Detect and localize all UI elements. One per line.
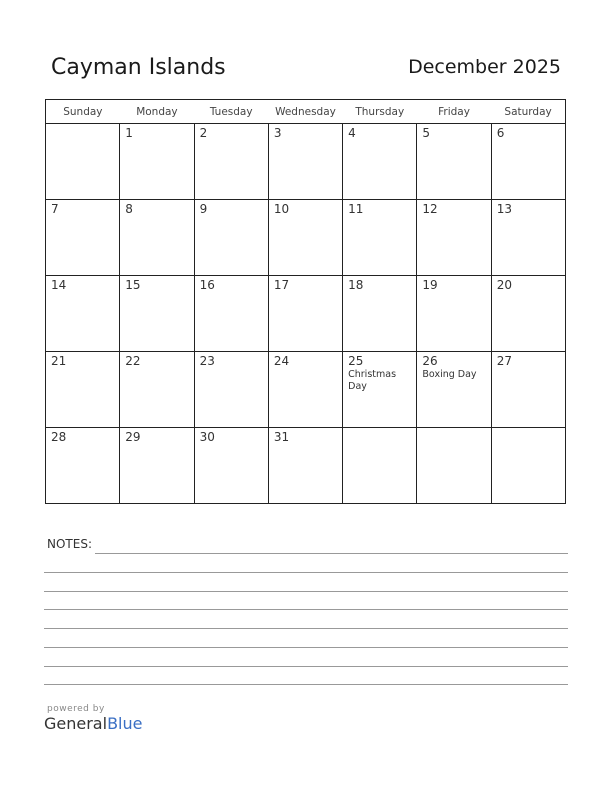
day-number: 8 bbox=[125, 202, 133, 216]
calendar-country: Cayman Islands bbox=[51, 55, 226, 80]
notes-line bbox=[44, 684, 568, 685]
day-cell bbox=[343, 200, 417, 276]
weekday-header: Tuesday bbox=[194, 100, 268, 124]
day-cell bbox=[417, 124, 491, 200]
powered-by-text: powered by bbox=[47, 704, 105, 714]
day-cell bbox=[268, 200, 342, 276]
notes-line bbox=[44, 609, 568, 610]
calendar-grid bbox=[45, 99, 566, 504]
day-cell-holiday bbox=[417, 352, 491, 428]
day-cell bbox=[46, 124, 120, 200]
day-number: 10 bbox=[273, 202, 290, 216]
notes-label: NOTES: bbox=[47, 537, 92, 551]
holiday-label: Boxing Day bbox=[422, 369, 477, 380]
day-cell bbox=[46, 428, 120, 504]
day-number: 12 bbox=[422, 202, 438, 216]
notes-line bbox=[44, 572, 568, 573]
weekday-header: Thursday bbox=[343, 100, 417, 124]
day-number: 16 bbox=[199, 278, 215, 292]
day-cell bbox=[417, 200, 491, 276]
brand-name-general: General bbox=[44, 714, 108, 733]
week-row bbox=[46, 124, 566, 200]
day-cell bbox=[120, 124, 194, 200]
week-row bbox=[46, 200, 566, 276]
day-number: 26 bbox=[422, 354, 438, 368]
day-number: 4 bbox=[348, 126, 356, 140]
day-number: 25 bbox=[348, 354, 364, 368]
day-cell bbox=[46, 200, 120, 276]
day-cell bbox=[194, 276, 268, 352]
day-cell bbox=[194, 352, 268, 428]
day-cell bbox=[491, 200, 565, 276]
day-cell bbox=[120, 428, 194, 504]
day-number: 31 bbox=[273, 430, 290, 444]
day-number: 20 bbox=[496, 278, 512, 292]
day-cell bbox=[194, 124, 268, 200]
day-number: 17 bbox=[273, 278, 290, 292]
day-number: 29 bbox=[125, 430, 141, 444]
weekday-header: Friday bbox=[417, 100, 491, 124]
day-cell bbox=[46, 276, 120, 352]
day-cell bbox=[46, 352, 120, 428]
day-cell bbox=[268, 124, 342, 200]
week-row bbox=[46, 428, 566, 504]
day-number: 23 bbox=[199, 354, 215, 368]
week-row bbox=[46, 276, 566, 352]
day-number: 24 bbox=[273, 354, 290, 368]
weekday-header: Saturday bbox=[491, 100, 565, 124]
day-cell bbox=[417, 276, 491, 352]
weekday-header: Wednesday bbox=[268, 100, 342, 124]
day-number: 28 bbox=[51, 430, 67, 444]
day-number: 11 bbox=[348, 202, 364, 216]
day-cell bbox=[491, 352, 565, 428]
weekday-header: Sunday bbox=[46, 100, 120, 124]
week-row bbox=[46, 352, 566, 428]
day-number: 1 bbox=[125, 126, 133, 140]
notes-line bbox=[44, 628, 568, 629]
day-number: 19 bbox=[422, 278, 438, 292]
day-cell bbox=[194, 200, 268, 276]
day-number: 14 bbox=[51, 278, 67, 292]
day-cell bbox=[343, 124, 417, 200]
brand-name-blue: Blue bbox=[107, 714, 143, 733]
day-number: 22 bbox=[125, 354, 141, 368]
notes-line bbox=[44, 591, 568, 592]
day-cell bbox=[491, 276, 565, 352]
calendar-month: December 2025 bbox=[408, 56, 561, 78]
day-cell bbox=[268, 352, 342, 428]
day-cell bbox=[491, 124, 565, 200]
day-number: 15 bbox=[125, 278, 141, 292]
day-number: 2 bbox=[199, 126, 208, 140]
day-number: 6 bbox=[496, 126, 505, 140]
day-number: 27 bbox=[496, 354, 512, 368]
day-number: 18 bbox=[348, 278, 364, 292]
day-cell-holiday bbox=[343, 352, 417, 428]
day-number: 3 bbox=[273, 126, 282, 140]
holiday-label: Christmas Day bbox=[348, 369, 397, 392]
day-cell bbox=[120, 276, 194, 352]
notes-line bbox=[44, 647, 568, 648]
weekday-header-row bbox=[46, 100, 566, 124]
day-cell bbox=[268, 276, 342, 352]
day-number: 13 bbox=[496, 202, 512, 216]
day-cell bbox=[120, 200, 194, 276]
day-cell bbox=[194, 428, 268, 504]
day-number: 21 bbox=[51, 354, 67, 368]
day-number: 7 bbox=[51, 202, 59, 216]
day-cell bbox=[343, 276, 417, 352]
day-cell bbox=[120, 352, 194, 428]
notes-line bbox=[44, 666, 568, 667]
day-number: 5 bbox=[422, 126, 431, 140]
day-cell bbox=[491, 428, 565, 504]
day-cell bbox=[343, 428, 417, 504]
brand-logo bbox=[44, 704, 142, 733]
weekday-header: Monday bbox=[120, 100, 194, 124]
day-number: 30 bbox=[199, 430, 215, 444]
notes-line bbox=[95, 553, 568, 554]
day-cell bbox=[417, 428, 491, 504]
day-cell bbox=[268, 428, 342, 504]
day-number: 9 bbox=[199, 202, 208, 216]
brand-name bbox=[44, 714, 142, 733]
